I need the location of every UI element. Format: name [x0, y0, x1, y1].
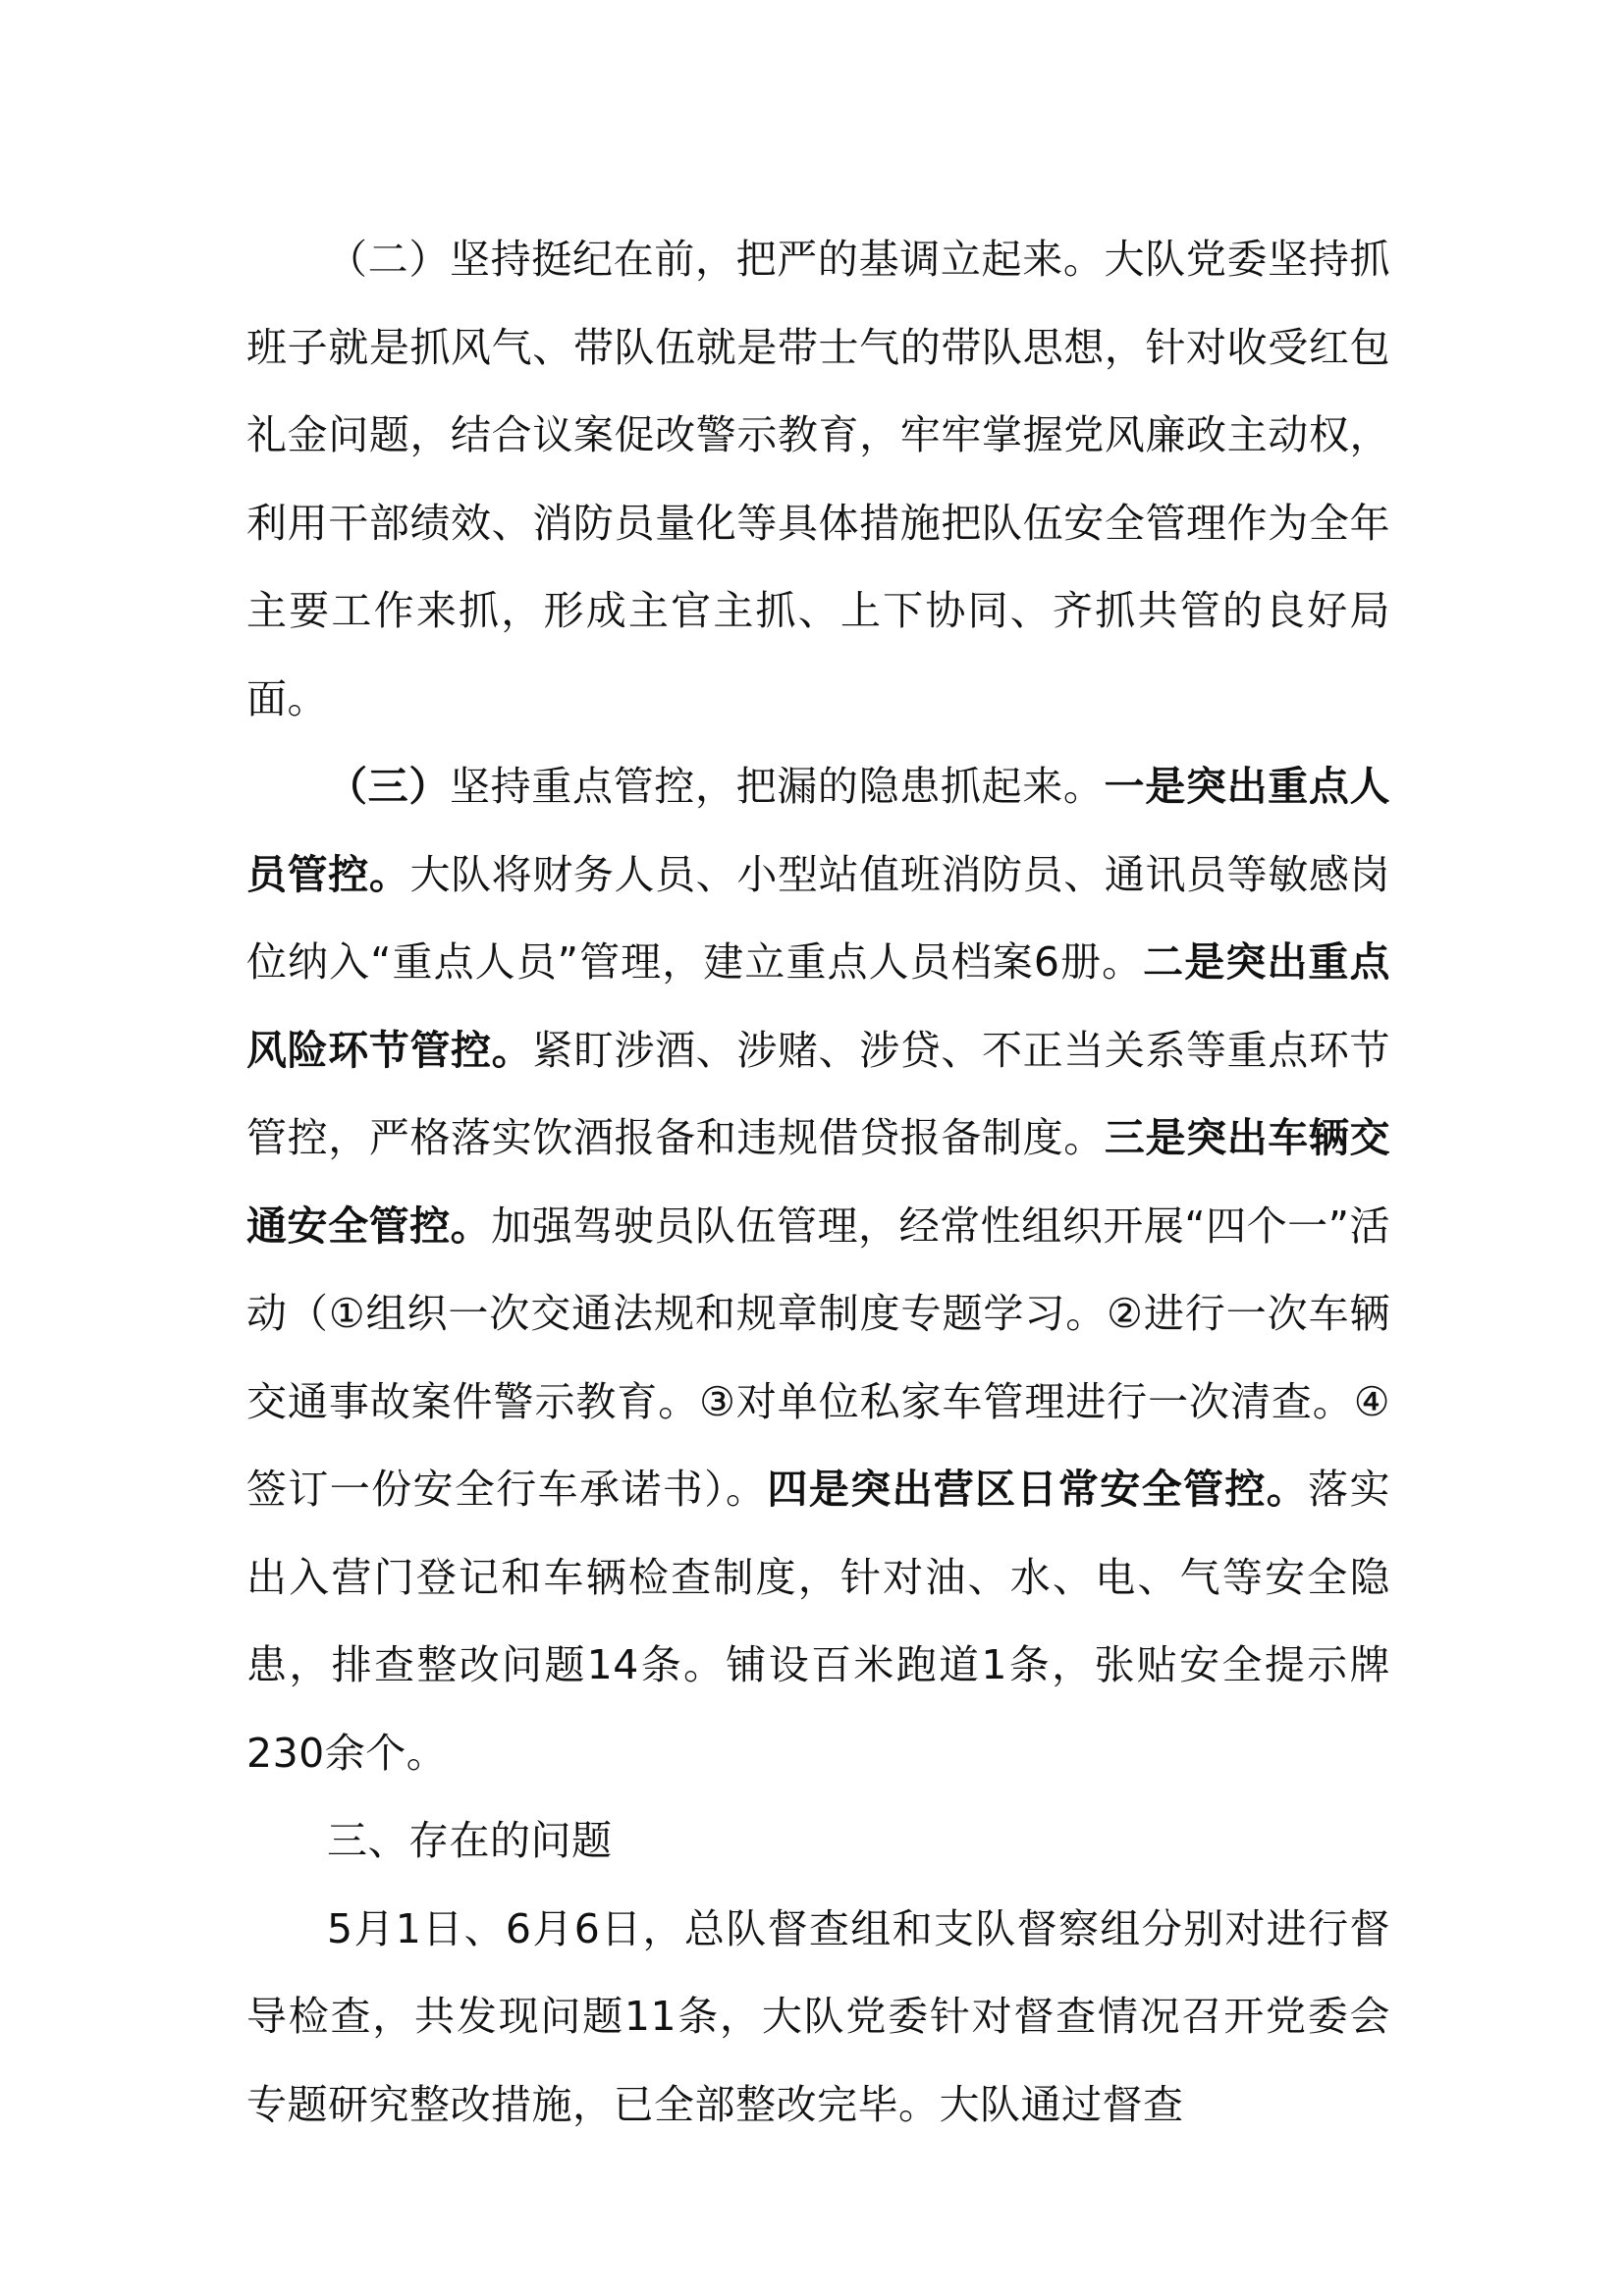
point-2-title: 二是突出重点风险环节管控。 — [246, 938, 1390, 1074]
point-2-text: 紧盯涉酒、涉赌、涉贷、不正当关系等重点环节管控，严格落实饮酒报备和违规借贷报备制度。 — [246, 1026, 1391, 1161]
section-3-heading: 坚持重点管控，把漏的隐患抓起来。 — [449, 763, 1105, 810]
point-3-text: 加强驾驶员队伍管理，经常性组织开展“四个一”活动（①组织一次交通法规和规章制度专题学习。②进行一次车辆交通事故案件警示教育。③对单位私家车管理进行一次清查。④签订一份安全行车承诺书）。 — [246, 1201, 1390, 1513]
section-3-label: （三） — [327, 763, 450, 810]
section-2-paragraph: （二）坚持挺纪在前，把严的基调立起来。大队党委坚持抓班子就是抓风气、带队伍就是带士气的带队思想，针对收受红包礼金问题，结合议案促改警示教育，牢牢掌握党风廉政主动权，利用干部绩效、消防员量化等具体措施把队伍安全管理作为全年主要工作来抓，形成主官主抓、上下协同、齐抓共管的良好局面。 — [246, 236, 1390, 722]
point-3-title: 三是突出车辆交通安全管控。 — [246, 1114, 1391, 1250]
problems-heading: 三、存在的问题 — [327, 1817, 613, 1864]
point-1-text: 大队将财务人员、小型站值班消防员、通讯员等敏感岗位纳入“重点人员”管理，建立重点人员档案6册。 — [246, 850, 1391, 986]
point-1-title: 一是突出重点人员管控。 — [246, 763, 1391, 898]
point-4-title: 四是突出营区日常安全管控。 — [767, 1466, 1309, 1513]
body-text — [246, 216, 1390, 2149]
point-4-text: 落实出入营门登记和车辆检查制度，针对油、水、电、气等安全隐患，排查整改问题14条。铺设百米跑道1条，张贴安全提示牌230余个。 — [246, 1466, 1391, 1777]
problems-paragraph: 5月1日、6月6日，总队督查组和支队督察组分别对进行督导检查，共发现问题11条，大队党委针对督查情况召开党委会专题研究整改措施，已全部整改完毕。大队通过督查 — [246, 1904, 1390, 2128]
section-3-paragraph — [246, 743, 1390, 1797]
